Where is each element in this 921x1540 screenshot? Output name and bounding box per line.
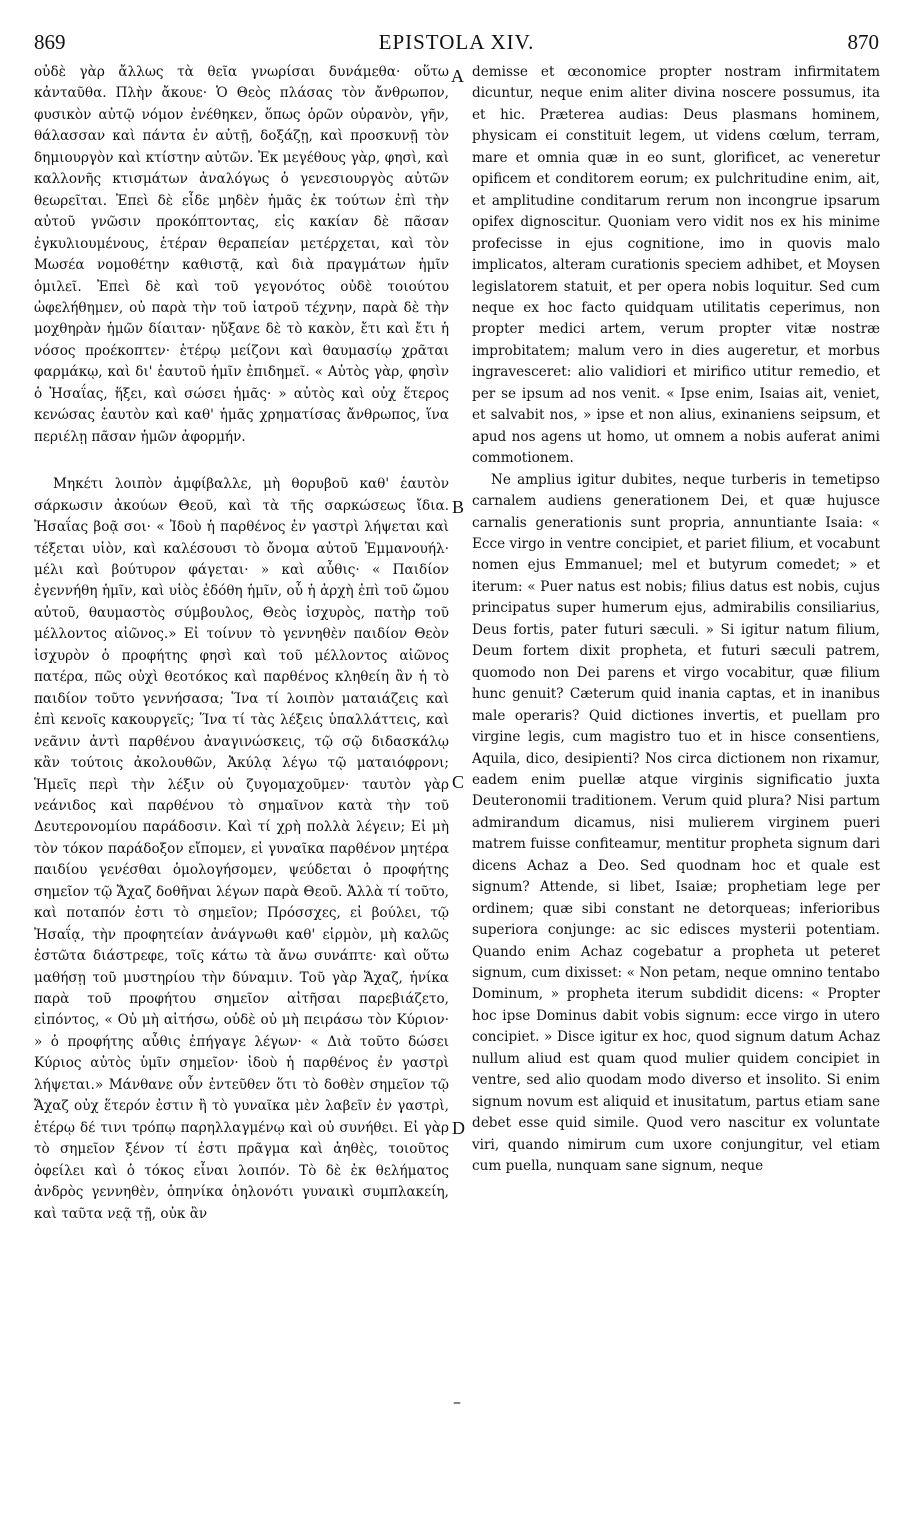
running-title: EPISTOLA XIV.	[378, 30, 535, 54]
greek-paragraph-2: Μηκέτι λοιπὸν ἀμφίβαλλε, μὴ θορυβοῦ καθ' ἑαυτὸν σάρκωσιν ἀκούων Θεοῦ, καὶ τὰ τῆς σαρκώσεως ἴδια. Ἠσαΐας βοᾷ σοι· « Ἰδοὺ ἡ παρθένος ἐν γαστρὶ λήψεται καὶ τέξεται υἱὸν, καὶ καλέσουσι τὸ ὄνομα αὐτοῦ Ἐμμανουήλ· μέλι καὶ βούτυρον φάγεται· » καὶ αὖθις· « Παιδίον ἐγεννήθη ἡμῖν, καὶ υἱὸς ἐδόθη ἡμῖν, οὗ ἡ ἀρχὴ ἐπὶ τοῦ ὤμου αὐτοῦ, θαυμαστὸς σύμβουλος, Θεὸς ἰσχυρὸς, πατὴρ τοῦ μέλλοντος αἰῶνος.» Εἰ τοίνυν τὸ γεννηθὲν παιδίον Θεὸν ἰσχυρὸν ὁ προφήτης φησὶ καὶ τοῦ μέλλοντος αἰῶνος πατέρα, πῶς οὐχὶ θεοτόκος καὶ παρθένος κληθείη ἂν ἡ τὸ παιδίον τοῦτο γεννήσασα; Ἵνα τί λοιπὸν ματαιάζεις καὶ ἐπὶ κενοῖς κακουργεῖς; Ἵνα τί τὰς λέξεις ὑπαλλάττεις, καὶ νεᾶνιν ἀντὶ παρθένου ἀναγινώσκεις, τῷ σῷ διδασκάλῳ κἂν τούτοις ἀκολουθῶν, Ἀκύλᾳ λέγω τῷ ματαιόφρονι; Ἡμεῖς περὶ τὴν λέξιν οὐ ζυγομαχοῦμεν· ταυτὸν γὰρ νεάνιδος καὶ παρθένου τὸ σημαῖνον κατὰ τὴν τοῦ Δευτερονομίου παράδοσιν. Καὶ τί χρὴ πολλὰ λέγειν; Εἰ μὴ τὸν τόκον παράδοξον εἴπομεν, εἰ γυναῖκα παρθένον μητέρα παιδίου γενέσθαι ὁμολογήσομεν, ψεύδεται ὁ προφήτης σημεῖον τῷ Ἄχαζ δοθῆναι λέγων παρὰ Θεοῦ. Ἀλλὰ τί τοῦτο, καὶ ποταπόν ἐστι τὸ σημεῖον; Πρόσσχες, εἰ βούλει, τῷ Ἠσαΐᾳ, τὴν προφητείαν ἀνάγνωθι καθ' εἱρμὸν, μὴ καλῶς ἐστῶτα διάστρεφε, τοῖς κάτω τὰ ἄνω συνάπτε· καὶ οὕτω μαθήσῃ τοῦ μυστηρίου τὴν δύναμιν. Τοῦ γὰρ Ἄχαζ, ἡνίκα παρὰ τοῦ προφήτου σημεῖον αἰτῆσαι παρεβιάζετο, εἰπόντος, « Οὐ μὴ αἰτήσω, οὐδὲ οὐ μὴ πειράσω τὸν Κύριον· » ὁ προφήτης αὖθις ἐπήγαγε λέγων· « Διὰ τοῦτο δώσει Κύριος αὐτὸς ὑμῖν σημεῖον· ἰδοὺ ἡ παρθένος ἐν γαστρὶ λήψεται.» Μάνθανε οὖν ἐντεῦθεν ὅτι τὸ δοθὲν σημεῖον τῷ Ἄχαζ οὐχ ἕτερόν ἐστιν ἢ τὸ γυναῖκα μὲν λαβεῖν ἐν γαστρὶ, ἑτέρῳ δέ τινι τρόπῳ παρηλλαγμένῳ καὶ οὐ συνήθει. Εἰ γὰρ τὸ σημεῖον ξένον τί ἐστι πρᾶγμα καὶ ἀηθὲς, τοιοῦτος ὀφείλει καὶ ὁ τόκος εἶναι λοιπόν. Τὸ δὲ ἐκ θελήματος ἀνδρὸς γεννηθὲν, ὁπηνίκα ὁηλονότι γυναικὶ συμπλακείη, καὶ ταῦτα νεᾷ τῇ, οὐκ ἂν	[34, 476, 449, 1222]
right-page-number: 870	[847, 30, 879, 54]
page-header	[34, 30, 879, 58]
greek-paragraph-1: οὐδὲ γὰρ ἄλλως τὰ θεῖα γνωρίσαι δυνάμεθα· οὕτω κἀνταῦθα. Πλὴν ἄκουε· Ὁ Θεὸς πλάσας τὸν ἄνθρωπον, φυσικὸν αὐτῷ νόμον ἐνέθηκεν, ὅπως ὁρῶν οὐρανὸν, γῆν, θάλασσαν καὶ πάντα ἐν αὐτῇ, δοξάζῃ, καὶ προσκυνῇ τὸν δημιουργὸν καὶ κτίστην αὐτῶν. Ἐκ μεγέθους γὰρ, φησὶ, καὶ καλλονῆς κτισμάτων ἀναλόγως ὁ γενεσιουργὸς αὐτῶν θεωρεῖται. Ἐπεὶ δὲ εἶδε μηδὲν ἡμᾶς ἐκ τούτων ἐπὶ τὴν αὐτοῦ γνῶσιν προκόπτοντας, εἰς κακίαν δὲ πᾶσαν ἐγκυλιουμένους, ἑτέραν θεραπείαν μετέρχεται, καὶ τὸν Μωσέα νομοθέτην καθιστᾷ, καὶ διὰ πραγμάτων ἡμῖν ὁμιλεῖ. Ἐπεὶ δὲ καὶ τοῦ γεγονότος οὐδὲ τοιούτου ὠφελήθημεν, οὐ παρὰ τὴν τοῦ ἰατροῦ τέχνην, παρὰ δὲ τὴν μοχθηρὰν ἡμῶν δίαιταν· ηὔξανε δὲ τὸ κακὸν, ἔτι καὶ ἔτι ἡ νόσος προέκοπτεν· ἑτέρῳ μείζονι καὶ θαυμασίῳ χρᾶται φαρμάκῳ, καὶ δι' ἑαυτοῦ ἡμῖν ἐπιδημεῖ. « Αὐτὸς γὰρ, φησὶν ὁ Ἠσαΐας, ἥξει, καὶ σώσει ἡμᾶς· » αὐτὸς καὶ οὐχ ἕτερος κενώσας ἑαυτὸν καὶ καθ' ἡμᾶς χρηματίσας ἄνθρωπος, ἵνα περιέλῃ πᾶσαν ἡμῶν ἀφορμήν.	[34, 64, 449, 445]
latin-paragraph-1: demisse et œconomice propter nostram infirmitatem dicuntur, neque enim aliter divina noscere possumus, ita et hic. Præterea audias: Deus plasmans hominem, physicam ei constituit legem, ut videns cœlum, terram, mare et omnia quæ in eo sunt, glorificet, ac veneretur opificem et conditorem eorum; ex pulchritudine enim, ait, et amplitudine conditarum rerum non incongrue ipsarum opifex dignoscitur. Quoniam vero vidit nos ex his minime profecisse in ejus cognitione, imo in quovis malo implicatos, alteram curationis speciem adhibet, et Moysen legislatorem statuit, et per opera nobis loquitur. Sed cum neque ex hoc facto quidquam utilitatis ceperimus, non propter medici artem, verum propter vitæ nostræ improbitatem; malum vero in dies augeretur, et morbus ingravesceret: alio validiori et mirifico utitur remedio, et per se ipsum ad nos venit. « Ipse enim, Isaias ait, veniet, et salvabit nos, » ipse et non alius, exinaniens seipsum, et apud nos agens ut homo, ut omnem a nobis auferat animi commotionem.	[472, 64, 880, 467]
section-marker-b: B	[452, 497, 465, 517]
margin-dash: –	[453, 1392, 461, 1411]
left-page-number: 869	[34, 30, 66, 54]
section-marker-d: D	[452, 1118, 465, 1138]
greek-column	[34, 62, 449, 1225]
section-marker-c: C	[452, 772, 465, 792]
section-marker-a: A	[451, 66, 464, 86]
latin-column	[472, 62, 880, 1178]
latin-paragraph-2: Ne amplius igitur dubites, neque turberis in temetipso carnalem audiens generationem Dei, et quæ hujusce carnalis generationis sunt propria, annuntiante Isaia: « Ecce virgo in ventre concipiet, et pariet filium, et vocabunt nomen ejus Emmanuel; mel et butyrum comedet; » et iterum: « Puer natus est nobis; filius datus est nobis, cujus principatus super humerum ejus, admirabilis consiliarius, Deus fortis, pater futuri sæculi. » Si igitur natum filium, Deum fortem dixit propheta, et futuri sæculi patrem, quomodo non Dei parens et virgo vocabitur, quæ filium hunc genuit? Cæterum quid inania captas, et in inanibus male operaris? Quid dictiones invertis, et puellam pro virgine legis, cum magistro tuo et in hisce consentiens, Aquila, dico, desipienti? Nos circa dictionem non rixamur, eadem enim puellæ atque virginis significatio juxta Deuteronomii traditionem. Verum quid plura? Nisi partum admirandum dicamus, nisi mulierem virginem pueri matrem fuisse confiteamur, mentitur propheta signum dari dicens Achaz a Deo. Sed quodnam hoc et quale est signum? Attende, si libet, Isaiæ; prophetiam lege per ordinem; quæ sibi constant ne detorqueas; inferioribus superiora conjunge: ac sic edisces mysterii potentiam. Quando enim Achaz cogebatur a propheta ut peteret signum, cum dixisset: « Non petam, neque omnino tentabo Dominum, » propheta iterum subdidit dicens: « Propter hoc ipse Dominus dabit vobis signum: ecce virgo in utero concipiet. » Disce igitur ex hoc, quod signum datum Achaz nullum aliud est quam quod mulier quidem concipiet in ventre, sed alio quodam modo diverso et insolito. Si enim signum novum est aliquid et inusitatum, partus etiam sane debet esse quid simile. Quod vero nascitur ex voluntate viri, quando nimirum cum uxore conjungitur, vel etiam cum puella, nunquam sane signum, neque	[472, 471, 880, 1175]
